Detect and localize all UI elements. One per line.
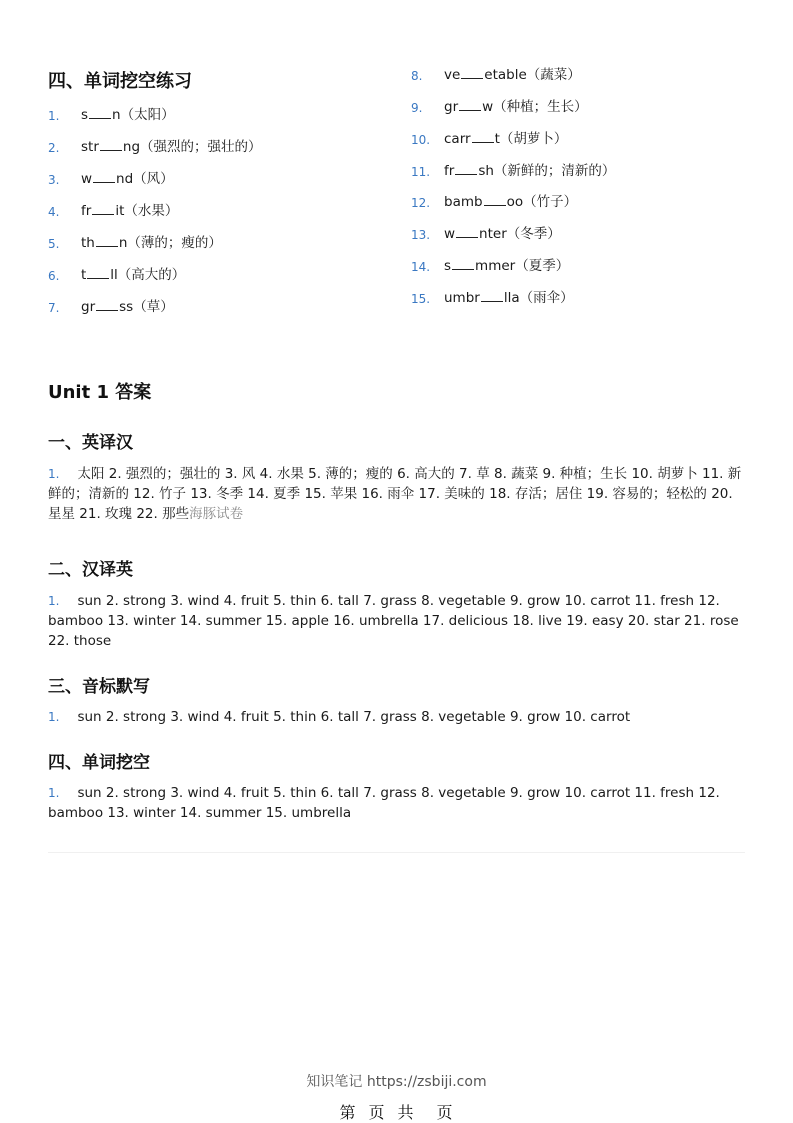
word-end: nd（风） bbox=[116, 171, 174, 187]
word-start: str bbox=[81, 139, 99, 155]
blank-line bbox=[89, 108, 111, 119]
word-end: it（水果） bbox=[115, 203, 179, 219]
answer-paragraph-fill-blank bbox=[48, 783, 743, 823]
page-label-1: 第 bbox=[339, 1103, 357, 1122]
word-start: w bbox=[444, 226, 456, 242]
blank-line bbox=[461, 68, 483, 79]
blank-line bbox=[93, 172, 115, 183]
item-number: 15. bbox=[411, 292, 431, 306]
section-title-phonetic: 三、音标默写 bbox=[48, 677, 150, 697]
word-end: n（太阳） bbox=[112, 107, 175, 123]
page-number bbox=[0, 1100, 793, 1123]
item-number: 1. bbox=[48, 467, 60, 481]
item-number: 3. bbox=[48, 173, 60, 187]
answer-text: sun 2. strong 3. wind 4. fruit 5. thin 6. tall 7. grass 8. vegetable 9. grow 10. carrot 11. fresh 12. bamboo 13. winter 14. summer 15. umbrella bbox=[48, 785, 720, 821]
item-number: 11. bbox=[411, 165, 431, 179]
word-start: umbr bbox=[444, 290, 480, 306]
item-number: 13. bbox=[411, 228, 431, 242]
blank-line bbox=[484, 195, 506, 206]
blank-line bbox=[459, 100, 481, 111]
word-start: carr bbox=[444, 131, 471, 147]
blank-line bbox=[452, 259, 474, 270]
blank-line bbox=[456, 227, 478, 238]
word-start: bamb bbox=[444, 194, 483, 210]
blank-line bbox=[472, 132, 494, 143]
item-number: 1. bbox=[48, 786, 60, 800]
answer-text: sun 2. strong 3. wind 4. fruit 5. thin 6. tall 7. grass 8. vegetable 9. grow 10. carrot 11. fresh 12. bamboo 13. winter 14. summer 15. apple 16. umbrella 17. delicious 18. live 19. easy 20. star 21. rose 22. those bbox=[48, 593, 739, 649]
word-end: nter（冬季） bbox=[479, 226, 561, 242]
divider bbox=[48, 852, 745, 853]
item-number: 1. bbox=[48, 109, 60, 123]
item-number: 6. bbox=[48, 269, 60, 283]
word-start: gr bbox=[81, 299, 96, 315]
word-end: n（薄的；瘦的） bbox=[118, 235, 222, 251]
item-number: 5. bbox=[48, 237, 60, 251]
word-end: ll（高大的） bbox=[110, 267, 186, 283]
word-end: ng（强烈的；强壮的） bbox=[122, 139, 262, 155]
word-start: ve bbox=[444, 67, 461, 83]
item-number: 14. bbox=[411, 260, 431, 274]
word-start: gr bbox=[444, 99, 459, 115]
item-number: 1. bbox=[48, 594, 60, 608]
section-title-en-zh: 一、英译汉 bbox=[48, 433, 133, 453]
word-end: ss（草） bbox=[119, 299, 174, 315]
item-number: 1. bbox=[48, 710, 60, 724]
page-label-4: 页 bbox=[436, 1103, 454, 1122]
blank-line bbox=[481, 291, 503, 302]
word-start: w bbox=[81, 171, 93, 187]
blank-line bbox=[96, 300, 118, 311]
answer-text: sun 2. strong 3. wind 4. fruit 5. thin 6. tall 7. grass 8. vegetable 9. grow 10. carrot bbox=[77, 709, 631, 725]
word-end: oo（竹子） bbox=[506, 194, 578, 210]
word-end: lla（雨伞） bbox=[503, 290, 574, 306]
item-number: 4. bbox=[48, 205, 60, 219]
footer-site: 知识笔记 https://zsbiji.com bbox=[306, 1074, 487, 1090]
word-end: etable（蔬菜） bbox=[484, 67, 581, 83]
section-title-fill-blank: 四、单词挖空 bbox=[48, 753, 150, 773]
item-number: 10. bbox=[411, 133, 431, 147]
exercise-title: 四、单词挖空练习 bbox=[48, 71, 192, 92]
blank-line bbox=[455, 164, 477, 175]
item-number: 9. bbox=[411, 101, 423, 115]
answers-title: Unit 1 答案 bbox=[48, 382, 152, 403]
blank-line bbox=[92, 204, 114, 215]
word-end: sh（新鲜的；清新的） bbox=[478, 163, 616, 179]
answer-paragraph-phonetic bbox=[48, 707, 748, 727]
item-number: 7. bbox=[48, 301, 60, 315]
answer-text: 太阳 2. 强烈的；强壮的 3. 风 4. 水果 5. 薄的；瘦的 6. 高大的 7. 草 8. 蔬菜 9. 种植；生长 10. 胡萝卜 11. 新鲜的；清新的 12. 竹子 13. 冬季 14. 夏季 15. 苹果 16. 雨伞 17. 美味的 18. 存活；居住 19. 容易的；轻松的 20. 星星 21. 玫瑰 22. 那些 bbox=[48, 466, 742, 522]
blank-line bbox=[100, 140, 122, 151]
blank-line bbox=[96, 236, 118, 247]
word-end: t（胡萝卜） bbox=[494, 131, 568, 147]
item-number: 2. bbox=[48, 141, 60, 155]
word-end: mmer（夏季） bbox=[475, 258, 570, 274]
word-start: s bbox=[81, 107, 89, 123]
page-label-3: 共 bbox=[397, 1103, 415, 1122]
watermark-text: 海豚试卷 bbox=[189, 506, 244, 522]
word-start: th bbox=[81, 235, 95, 251]
blank-line bbox=[87, 268, 109, 279]
item-number: 12. bbox=[411, 196, 431, 210]
item-number: 8. bbox=[411, 69, 423, 83]
word-start: fr bbox=[81, 203, 92, 219]
answer-paragraph-zh-en bbox=[48, 591, 743, 651]
word-start: fr bbox=[444, 163, 455, 179]
word-end: w（种植；生长） bbox=[482, 99, 588, 115]
section-title-zh-en: 二、汉译英 bbox=[48, 560, 133, 580]
answer-paragraph-en-zh bbox=[48, 464, 748, 524]
word-start: s bbox=[444, 258, 452, 274]
page-label-2: 页 bbox=[368, 1103, 386, 1122]
word-start: t bbox=[81, 267, 87, 283]
